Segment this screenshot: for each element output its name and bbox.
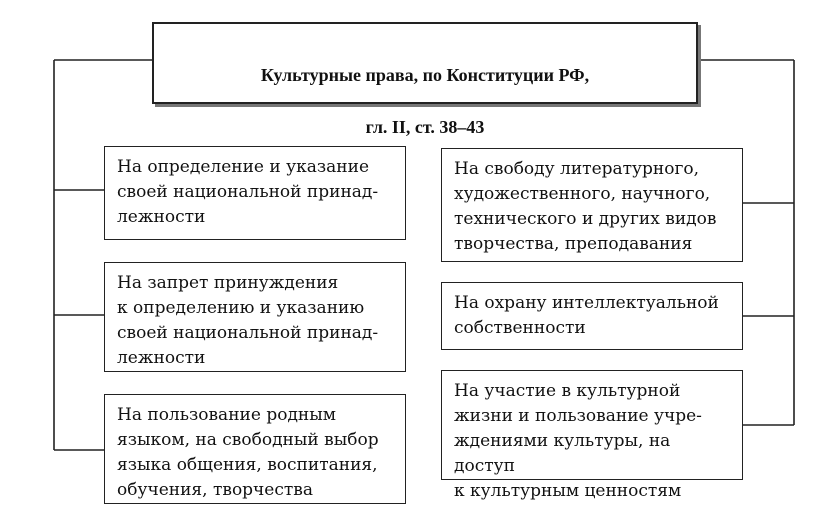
- right-national-identity: На определение и указание своей национальной принад- лежности: [104, 146, 406, 240]
- right-no-forced-identity: На запрет принуждения к определению и указанию своей национальной принад- лежности: [104, 262, 406, 372]
- title-line-2: гл. II, ст. 38–43: [365, 117, 485, 137]
- right-cultural-participation: На участие в культурной жизни и пользование учре- ждениями культуры, на доступ к культурным ценностям: [441, 370, 743, 480]
- right-intellectual-property: На охрану интеллектуальной собственности: [441, 282, 743, 350]
- right-creative-freedom: На свободу литературного, художественного, научного, технического и других видов творчества, преподавания: [441, 148, 743, 262]
- right-native-language: На пользование родным языком, на свободный выбор языка общения, воспитания, обучения, творчества: [104, 394, 406, 504]
- title-line-1: Культурные права, по Конституции РФ,: [260, 65, 590, 85]
- title-box: [152, 22, 698, 137]
